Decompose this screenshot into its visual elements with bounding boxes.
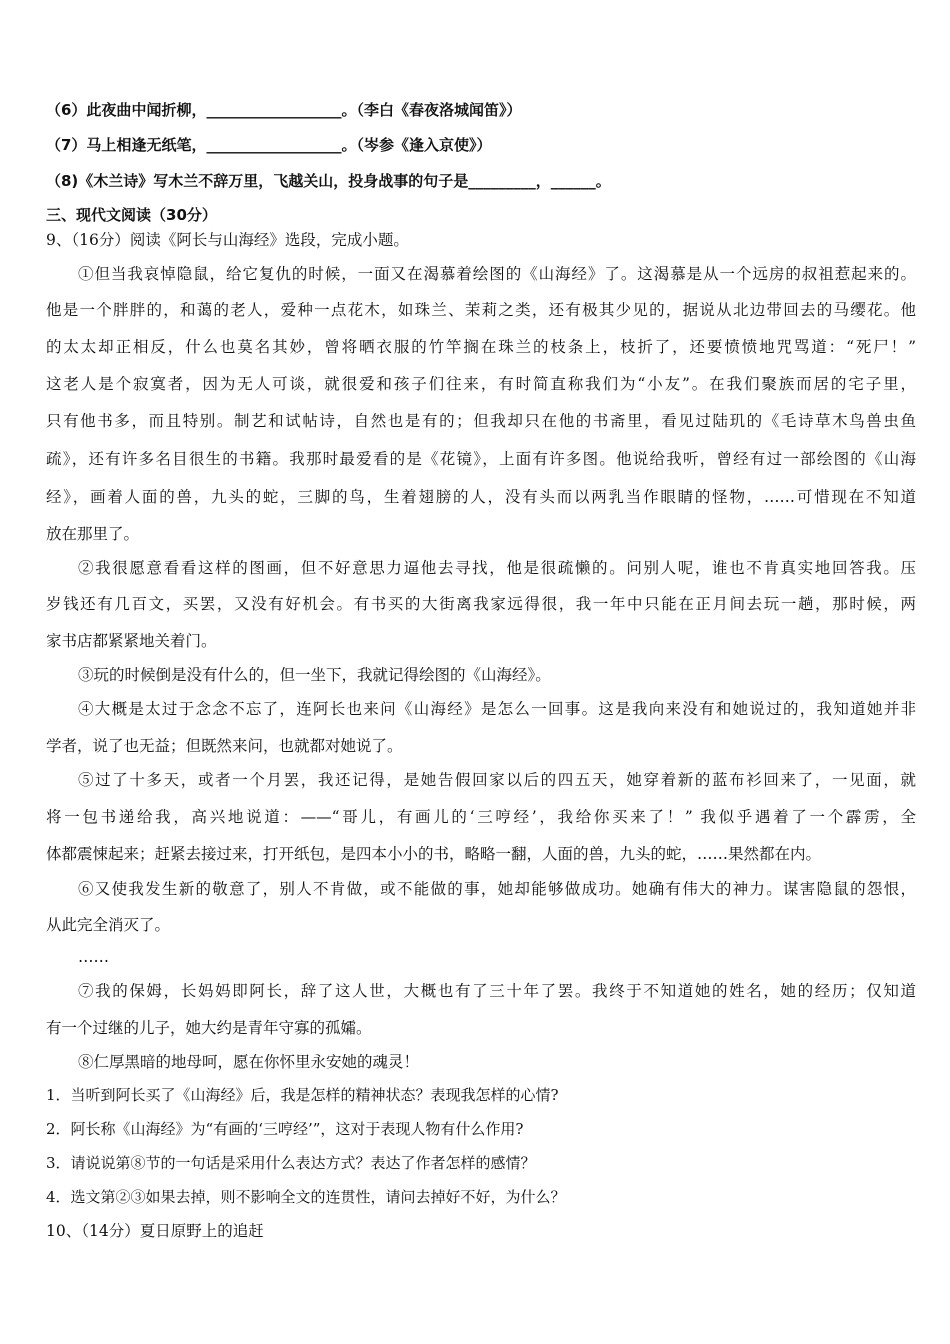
passage-line: ②我很愿意看看这样的图画，但不好意思力逼他去寻找，他是很疏懒的。问别人呢，谁也不肯真实地回答我。压 (78, 559, 916, 577)
passage-line: 经》，画着人面的兽，九头的蛇，三脚的鸟，生着翅膀的人，没有头而以两乳当作眼睛的怪物，……可惜现在不知道 (46, 488, 916, 506)
passage-line: ⑧仁厚黑暗的地母呵，愿在你怀里永安她的魂灵！ (78, 1053, 420, 1071)
passage-line: 的太太却正相反，什么也莫名其妙，曾将晒衣服的竹竿搁在珠兰的枝条上，枝折了，还要愤愤地咒骂道：“死尸！” (46, 338, 916, 356)
passage-line: ①但当我哀悼隐鼠，给它复仇的时候，一面又在渴慕着绘图的《山海经》了。这渴慕是从一个远房的叔祖惹起来的。 (78, 265, 916, 283)
passage-line: ④大概是太过于念念不忘了，连阿长也来问《山海经》是怎么一回事。这是我向来没有和她说过的，我知道她并非 (78, 700, 916, 718)
question-9-4: 4．选文第②③如果去掉，则不影响全文的连贯性，请问去掉好不好，为什么？ (46, 1188, 566, 1206)
passage-line: 从此完全消灭了。 (46, 916, 171, 934)
passage-line: 岁钱还有几百文，买罢，又没有好机会。有书买的大街离我家远得很，我一年中只能在正月间去玩一趟，那时候，两 (46, 595, 916, 613)
passage-line: ⑦我的保姆，长妈妈即阿长，辞了这人世，大概也有了三十年了罢。我终于不知道她的姓名，她的经历；仅知道 (78, 982, 916, 1000)
question-9-intro: 9、（16分）阅读《阿长与山海经》选段，完成小题。 (46, 231, 409, 249)
passage-line: 体都震悚起来；赶紧去接过来，打开纸包，是四本小小的书，略略一翻，人面的兽，九头的蛇，……果然都在内。 (46, 845, 822, 863)
passage-line: ⑤过了十多天，或者一个月罢，我还记得，是她告假回家以后的四五天，她穿着新的蓝布衫回来了，一见面，就 (78, 771, 916, 789)
passage-line: 学者，说了也无益；但既然来问，也就都对她说了。 (46, 737, 403, 755)
poetry-item-8: （8)《木兰诗》写木兰不辞万里，飞越关山，投身战事的句子是_________，______。 (46, 172, 611, 190)
question-10-intro: 10、（14分）夏日原野上的追赶 (46, 1222, 264, 1240)
passage-line: 只有他书多，而且特别。制艺和试帖诗，自然也是有的；但我却只在他的书斋里，看见过陆玑的《毛诗草木鸟兽虫鱼 (46, 412, 916, 430)
poetry-item-7: （7）马上相逢无纸笔，__________________。（岑参《逢入京使》） (46, 136, 492, 154)
question-9-2: 2．阿长称《山海经》为“有画的‘三哼经’”，这对于表现人物有什么作用? (46, 1120, 524, 1138)
passage-line: ⑥又使我发生新的敬意了，别人不肯做，或不能做的事，她却能够做成功。她确有伟大的神力。谋害隐鼠的怨恨， (78, 880, 916, 898)
passage-line: ③玩的时候倒是没有什么的，但一坐下，我就记得绘图的《山海经》。 (78, 666, 551, 684)
passage-line: 家书店都紧紧地关着门。 (46, 632, 217, 650)
ellipsis: …… (78, 948, 109, 966)
passage-line: 这老人是个寂寞者，因为无人可谈，就很爱和孩子们往来，有时简直称我们为“小友”。在我们聚族而居的宅子里， (46, 375, 916, 393)
passage-line: 将一包书递给我，高兴地说道：——“哥儿，有画儿的‘三哼经’，我给你买来了！” 我似乎遇着了一个霹雳，全 (46, 808, 916, 826)
passage-line: 疏》，还有许多名目很生的书籍。我那时最爱看的是《花镜》，上面有许多图。他说给我听，曾经有过一部绘图的《山海 (46, 450, 916, 468)
question-9-3: 3．请说说第⑧节的一句话是采用什么表达方式？表达了作者怎样的感情？ (46, 1154, 536, 1172)
question-9-1: 1．当听到阿长买了《山海经》后，我是怎样的精神状态？表现我怎样的心情? (46, 1086, 559, 1104)
passage-line: 放在那里了。 (46, 525, 140, 543)
passage-line: 他是一个胖胖的，和蔼的老人，爱种一点花木，如珠兰、茉莉之类，还有极其少见的，据说从北边带回去的马缨花。他 (46, 301, 916, 319)
poetry-item-6: （6）此夜曲中闻折柳，__________________。（李白《春夜洛城闻笛》） (46, 101, 522, 119)
passage-line: 有一个过继的儿子，她大约是青年守寡的孤孀。 (46, 1019, 372, 1037)
section-3-title: 三、现代文阅读（30分） (46, 206, 217, 224)
